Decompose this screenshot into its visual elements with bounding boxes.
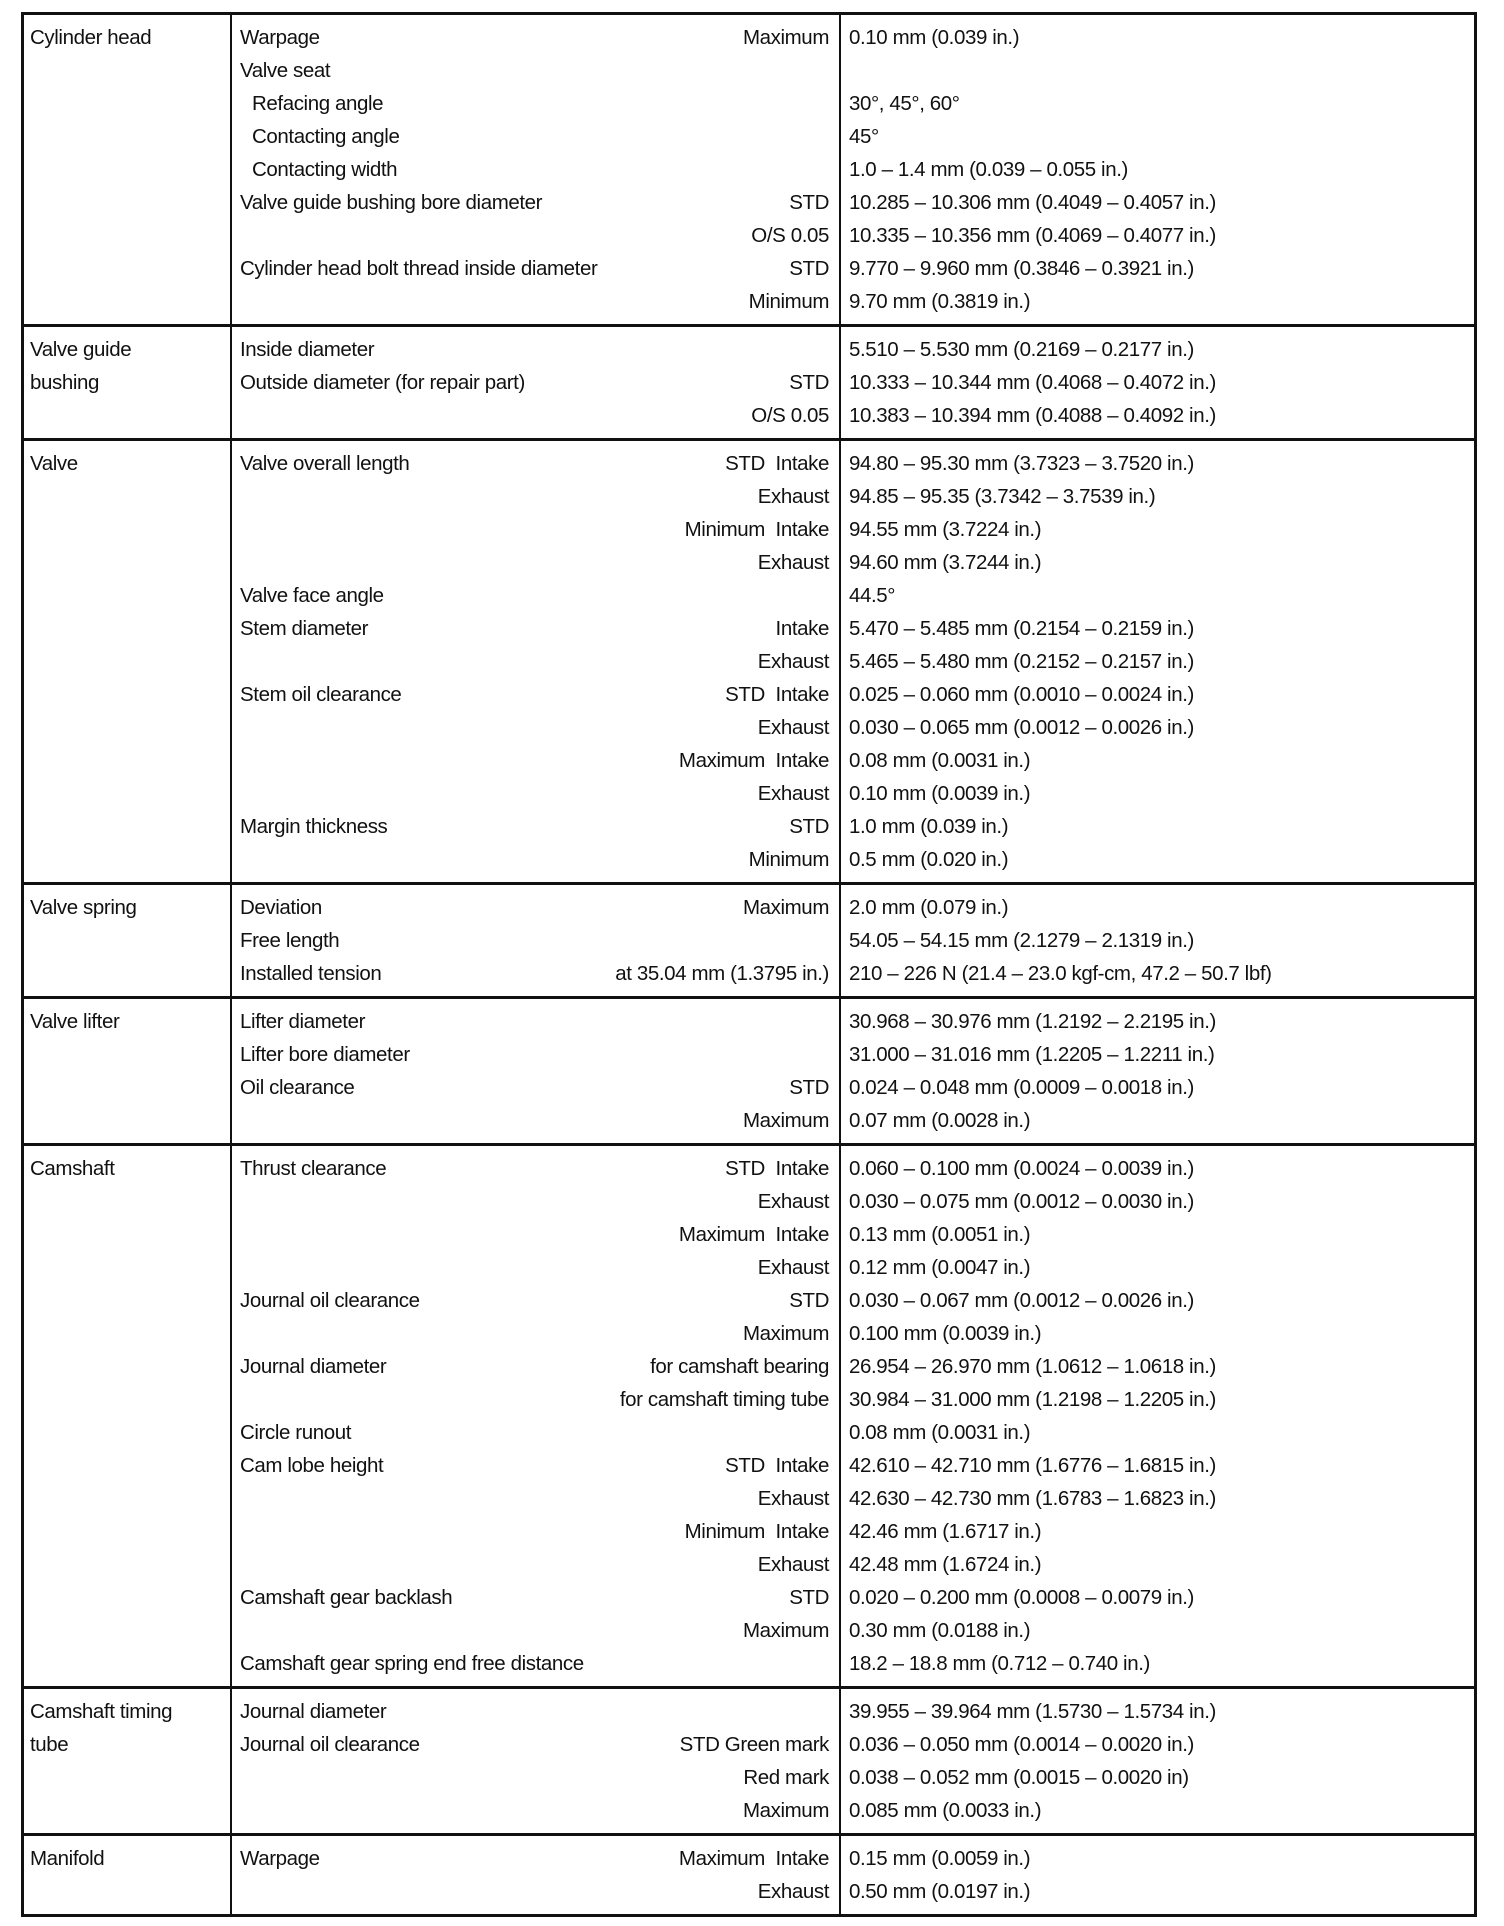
spec-item-row — [232, 924, 839, 957]
spec-item-qualifier: Exhaust — [757, 650, 829, 673]
spec-item-row — [232, 612, 839, 645]
spec-item-row — [232, 21, 839, 54]
section-items — [232, 885, 841, 996]
spec-item-qualifier: STD — [789, 371, 829, 394]
spec-item-qualifier: Minimum — [748, 848, 829, 871]
spec-section — [24, 15, 1474, 324]
section-name-line: Camshaft — [30, 1157, 115, 1180]
spec-item-row — [232, 1647, 839, 1680]
spec-value: 94.60 mm (3.7244 in.) — [849, 551, 1042, 574]
spec-item-label: Warpage — [240, 26, 320, 49]
spec-item-qualifier: STD Intake — [725, 452, 829, 475]
spec-value: 54.05 – 54.15 mm (2.1279 – 2.1319 in.) — [849, 929, 1194, 952]
section-name — [24, 1689, 232, 1833]
spec-item-row — [232, 186, 839, 219]
spec-item-qualifier: STD — [789, 1289, 829, 1312]
section-name-line: Valve lifter — [30, 1010, 120, 1033]
spec-item-label: Journal oil clearance — [240, 1733, 420, 1756]
spec-item-qualifier: Red mark — [743, 1766, 829, 1789]
section-items — [232, 1146, 841, 1686]
section-values — [841, 1842, 1474, 1908]
spec-item-qualifier: Maximum Intake — [678, 749, 829, 772]
spec-item-qualifier: STD — [789, 815, 829, 838]
spec-value: 10.285 – 10.306 mm (0.4049 – 0.4057 in.) — [849, 191, 1216, 214]
spec-item-label: Margin thickness — [240, 815, 388, 838]
spec-item-qualifier: STD — [789, 191, 829, 214]
spec-value: 5.470 – 5.485 mm (0.2154 – 0.2159 in.) — [849, 617, 1194, 640]
spec-item-qualifier: for camshaft timing tube — [619, 1388, 829, 1411]
spec-item-row — [232, 87, 839, 120]
spec-item-row — [232, 546, 839, 579]
spec-value: 18.2 – 18.8 mm (0.712 – 0.740 in.) — [849, 1652, 1150, 1675]
spec-section — [24, 1833, 1474, 1914]
section-name — [24, 15, 232, 324]
spec-item-label: Contacting width — [252, 158, 398, 181]
spec-item-row — [232, 1038, 839, 1071]
spec-value: 26.954 – 26.970 mm (1.0612 – 1.0618 in.) — [849, 1355, 1216, 1378]
section-values — [841, 333, 1474, 432]
spec-item-row — [232, 1449, 839, 1482]
section-name-line: tube — [30, 1733, 69, 1756]
spec-item-label: Circle runout — [240, 1421, 352, 1444]
spec-value: 0.025 – 0.060 mm (0.0010 – 0.0024 in.) — [849, 683, 1194, 706]
spec-item-row — [232, 891, 839, 924]
section-name — [24, 327, 232, 438]
spec-section — [24, 996, 1474, 1143]
spec-item-row — [232, 1185, 839, 1218]
spec-item-label: Deviation — [240, 896, 322, 919]
section-name-line: Valve guide — [30, 338, 132, 361]
section-items — [232, 441, 841, 882]
spec-item-row — [232, 1695, 839, 1728]
spec-value: 30.968 – 30.976 mm (1.2192 – 2.2195 in.) — [849, 1010, 1216, 1033]
section-name-line: bushing — [30, 371, 100, 394]
section-name — [24, 1836, 232, 1914]
spec-item-label: Valve guide bushing bore diameter — [240, 191, 543, 214]
spec-value: 94.55 mm (3.7224 in.) — [849, 518, 1042, 541]
spec-value: 94.80 – 95.30 mm (3.7323 – 3.7520 in.) — [849, 452, 1194, 475]
spec-value: 30.984 – 31.000 mm (1.2198 – 1.2205 in.) — [849, 1388, 1216, 1411]
spec-value: 0.15 mm (0.0059 in.) — [849, 1847, 1031, 1870]
spec-section — [24, 882, 1474, 996]
specification-table — [21, 12, 1477, 1917]
section-items — [232, 15, 841, 324]
spec-item-qualifier: STD — [789, 1076, 829, 1099]
spec-item-row — [232, 1152, 839, 1185]
spec-item-label: Installed tension — [240, 962, 382, 985]
spec-item-label: Lifter bore diameter — [240, 1043, 410, 1066]
spec-item-label: Valve face angle — [240, 584, 384, 607]
spec-item-label: Camshaft gear spring end free distance — [240, 1652, 584, 1675]
spec-item-qualifier: Exhaust — [757, 1880, 829, 1903]
spec-item-row — [232, 1875, 839, 1908]
spec-item-qualifier: Exhaust — [757, 485, 829, 508]
section-values — [841, 1152, 1474, 1680]
section-values — [841, 21, 1474, 318]
spec-item-label: Journal diameter — [240, 1700, 387, 1723]
spec-item-qualifier: Exhaust — [757, 1553, 829, 1576]
spec-value: 45° — [849, 125, 879, 148]
spec-section — [24, 438, 1474, 882]
spec-item-row — [232, 1614, 839, 1647]
spec-item-qualifier: Maximum — [742, 1799, 829, 1822]
spec-item-row — [232, 678, 839, 711]
spec-value: 0.100 mm (0.0039 in.) — [849, 1322, 1042, 1345]
spec-value: 0.08 mm (0.0031 in.) — [849, 749, 1031, 772]
spec-item-label: Stem diameter — [240, 617, 369, 640]
spec-item-qualifier: at 35.04 mm (1.3795 in.) — [615, 962, 829, 985]
spec-item-label: Journal diameter — [240, 1355, 387, 1378]
spec-item-label: Warpage — [240, 1847, 320, 1870]
spec-item-label: Outside diameter (for repair part) — [240, 371, 525, 394]
spec-item-row — [232, 1515, 839, 1548]
spec-value: 0.5 mm (0.020 in.) — [849, 848, 1009, 871]
section-name-line: Camshaft timing — [30, 1700, 173, 1723]
spec-value: 0.030 – 0.067 mm (0.0012 – 0.0026 in.) — [849, 1289, 1194, 1312]
section-name-line: Manifold — [30, 1847, 105, 1870]
spec-item-qualifier: Exhaust — [757, 1256, 829, 1279]
spec-item-qualifier: Maximum — [742, 1619, 829, 1642]
spec-value: 42.46 mm (1.6717 in.) — [849, 1520, 1042, 1543]
spec-item-qualifier: Minimum — [748, 290, 829, 313]
spec-item-row — [232, 777, 839, 810]
spec-value: 10.335 – 10.356 mm (0.4069 – 0.4077 in.) — [849, 224, 1216, 247]
spec-item-label: Contacting angle — [252, 125, 400, 148]
section-items — [232, 1836, 841, 1914]
spec-item-row — [232, 153, 839, 186]
spec-item-row — [232, 252, 839, 285]
spec-section — [24, 324, 1474, 438]
section-name-line: Valve — [30, 452, 78, 475]
spec-item-row — [232, 1104, 839, 1137]
spec-item-qualifier: Exhaust — [757, 1190, 829, 1213]
spec-item-label: Cam lobe height — [240, 1454, 384, 1477]
spec-value: 1.0 mm (0.039 in.) — [849, 815, 1009, 838]
spec-item-qualifier: Maximum — [742, 1322, 829, 1345]
spec-item-qualifier: Exhaust — [757, 782, 829, 805]
spec-value: 9.770 – 9.960 mm (0.3846 – 0.3921 in.) — [849, 257, 1194, 280]
spec-value: 0.085 mm (0.0033 in.) — [849, 1799, 1042, 1822]
spec-item-qualifier: O/S 0.05 — [751, 224, 829, 247]
spec-value: 0.50 mm (0.0197 in.) — [849, 1880, 1031, 1903]
spec-value: 10.383 – 10.394 mm (0.4088 – 0.4092 in.) — [849, 404, 1216, 427]
spec-item-row — [232, 579, 839, 612]
spec-item-label: Lifter diameter — [240, 1010, 366, 1033]
spec-item-qualifier: STD — [789, 257, 829, 280]
spec-value: 0.030 – 0.065 mm (0.0012 – 0.0026 in.) — [849, 716, 1194, 739]
spec-item-row — [232, 711, 839, 744]
spec-item-row — [232, 1284, 839, 1317]
spec-section — [24, 1143, 1474, 1686]
spec-value: 0.10 mm (0.039 in.) — [849, 26, 1020, 49]
section-name — [24, 441, 232, 882]
spec-item-label: Inside diameter — [240, 338, 375, 361]
spec-item-row — [232, 1251, 839, 1284]
spec-item-row — [232, 1416, 839, 1449]
spec-item-qualifier: Maximum Intake — [678, 1847, 829, 1870]
section-name-line: Cylinder head — [30, 26, 152, 49]
spec-value: 0.020 – 0.200 mm (0.0008 – 0.0079 in.) — [849, 1586, 1194, 1609]
spec-value: 42.48 mm (1.6724 in.) — [849, 1553, 1042, 1576]
spec-value: 2.0 mm (0.079 in.) — [849, 896, 1009, 919]
spec-value: 0.038 – 0.052 mm (0.0015 – 0.0020 in) — [849, 1766, 1189, 1789]
spec-item-row — [232, 1317, 839, 1350]
spec-value: 210 – 226 N (21.4 – 23.0 kgf-cm, 47.2 – 50.7 lbf) — [849, 962, 1272, 985]
spec-value: 30°, 45°, 60° — [849, 92, 960, 115]
spec-item-qualifier: Exhaust — [757, 551, 829, 574]
spec-item-label: Thrust clearance — [240, 1157, 387, 1180]
spec-item-row — [232, 399, 839, 432]
spec-item-row — [232, 1005, 839, 1038]
spec-item-row — [232, 285, 839, 318]
spec-item-qualifier: for camshaft bearing — [650, 1355, 829, 1378]
spec-item-row — [232, 645, 839, 678]
spec-item-row — [232, 1350, 839, 1383]
spec-item-row — [232, 219, 839, 252]
spec-item-row — [232, 333, 839, 366]
spec-value: 5.510 – 5.530 mm (0.2169 – 0.2177 in.) — [849, 338, 1194, 361]
spec-item-qualifier: Maximum — [742, 896, 829, 919]
spec-item-qualifier: STD Green mark — [679, 1733, 829, 1756]
spec-value: 0.024 – 0.048 mm (0.0009 – 0.0018 in.) — [849, 1076, 1194, 1099]
spec-value: 31.000 – 31.016 mm (1.2205 – 1.2211 in.) — [849, 1043, 1215, 1066]
spec-item-label: Valve overall length — [240, 452, 410, 475]
spec-item-row — [232, 1218, 839, 1251]
spec-item-label: Free length — [240, 929, 340, 952]
spec-item-row — [232, 957, 839, 990]
spec-item-label: Valve seat — [240, 59, 331, 82]
spec-value: 0.13 mm (0.0051 in.) — [849, 1223, 1031, 1246]
spec-item-row — [232, 744, 839, 777]
spec-item-row — [232, 810, 839, 843]
spec-item-qualifier: Minimum Intake — [684, 1520, 829, 1543]
spec-value: 0.30 mm (0.0188 in.) — [849, 1619, 1031, 1642]
spec-value: 0.036 – 0.050 mm (0.0014 – 0.0020 in.) — [849, 1733, 1194, 1756]
spec-item-row — [232, 1581, 839, 1614]
spec-item-qualifier: STD Intake — [725, 1454, 829, 1477]
spec-item-qualifier: Maximum Intake — [678, 1223, 829, 1246]
spec-value: 0.060 – 0.100 mm (0.0024 – 0.0039 in.) — [849, 1157, 1194, 1180]
spec-value: 9.70 mm (0.3819 in.) — [849, 290, 1031, 313]
spec-item-row — [232, 480, 839, 513]
spec-item-label: Oil clearance — [240, 1076, 355, 1099]
spec-item-qualifier: STD Intake — [725, 1157, 829, 1180]
spec-item-row — [232, 366, 839, 399]
spec-item-label: Stem oil clearance — [240, 683, 402, 706]
spec-value: 5.465 – 5.480 mm (0.2152 – 0.2157 in.) — [849, 650, 1194, 673]
spec-item-label: Camshaft gear backlash — [240, 1586, 453, 1609]
section-name — [24, 999, 232, 1143]
spec-item-qualifier: O/S 0.05 — [751, 404, 829, 427]
spec-item-qualifier: Minimum Intake — [684, 518, 829, 541]
spec-section — [24, 1686, 1474, 1833]
spec-item-row — [232, 513, 839, 546]
spec-item-row — [232, 1383, 839, 1416]
section-items — [232, 999, 841, 1143]
spec-item-row — [232, 447, 839, 480]
spec-value: 44.5° — [849, 584, 896, 607]
section-values — [841, 1005, 1474, 1137]
spec-item-qualifier: Exhaust — [757, 1487, 829, 1510]
spec-item-row — [232, 1794, 839, 1827]
spec-item-qualifier: Exhaust — [757, 716, 829, 739]
spec-value: 42.610 – 42.710 mm (1.6776 – 1.6815 in.) — [849, 1454, 1216, 1477]
section-name-line: Valve spring — [30, 896, 137, 919]
section-values — [841, 1695, 1474, 1827]
section-items — [232, 327, 841, 438]
spec-item-qualifier: Intake — [775, 617, 829, 640]
spec-item-row — [232, 1761, 839, 1794]
spec-value: 10.333 – 10.344 mm (0.4068 – 0.4072 in.) — [849, 371, 1216, 394]
spec-item-row — [232, 1482, 839, 1515]
spec-value: 94.85 – 95.35 (3.7342 – 3.7539 in.) — [849, 485, 1156, 508]
spec-value: 0.12 mm (0.0047 in.) — [849, 1256, 1031, 1279]
spec-item-row — [232, 843, 839, 876]
spec-item-row — [232, 1842, 839, 1875]
spec-value: 0.030 – 0.075 mm (0.0012 – 0.0030 in.) — [849, 1190, 1194, 1213]
spec-item-row — [232, 1548, 839, 1581]
spec-value: 0.08 mm (0.0031 in.) — [849, 1421, 1031, 1444]
spec-value: 0.07 mm (0.0028 in.) — [849, 1109, 1031, 1132]
spec-item-qualifier: Maximum — [742, 1109, 829, 1132]
section-values — [841, 447, 1474, 876]
spec-item-label: Journal oil clearance — [240, 1289, 420, 1312]
spec-item-row — [232, 54, 839, 87]
section-name — [24, 885, 232, 996]
spec-item-qualifier: Maximum — [742, 26, 829, 49]
spec-value: 42.630 – 42.730 mm (1.6783 – 1.6823 in.) — [849, 1487, 1216, 1510]
spec-value — [849, 54, 1474, 87]
spec-value: 0.10 mm (0.0039 in.) — [849, 782, 1031, 805]
section-values — [841, 891, 1474, 990]
spec-item-label: Cylinder head bolt thread inside diameter — [240, 257, 598, 280]
spec-item-row — [232, 1071, 839, 1104]
section-name — [24, 1146, 232, 1686]
spec-item-qualifier: STD Intake — [725, 683, 829, 706]
spec-item-row — [232, 1728, 839, 1761]
spec-item-qualifier: STD — [789, 1586, 829, 1609]
spec-item-row — [232, 120, 839, 153]
spec-value: 1.0 – 1.4 mm (0.039 – 0.055 in.) — [849, 158, 1128, 181]
spec-item-label: Refacing angle — [252, 92, 384, 115]
spec-value: 39.955 – 39.964 mm (1.5730 – 1.5734 in.) — [849, 1700, 1216, 1723]
section-items — [232, 1689, 841, 1833]
